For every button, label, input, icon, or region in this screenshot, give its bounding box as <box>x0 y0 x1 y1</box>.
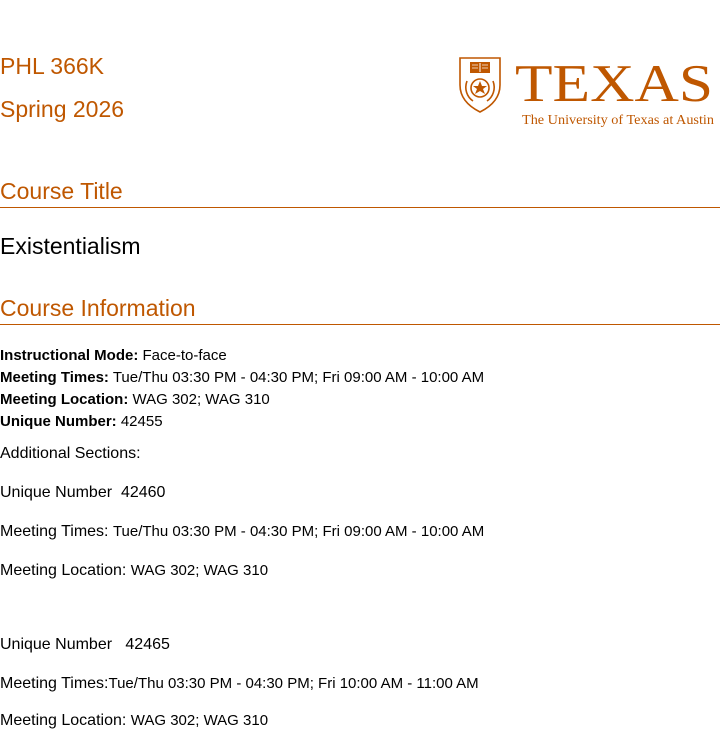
section-location-label: Meeting Location: <box>0 562 127 579</box>
instructional-mode-value: Face-to-face <box>142 347 227 364</box>
section-unique-label: Unique Number <box>0 484 113 501</box>
meeting-times-value: Tue/Thu 03:30 PM - 04:30 PM; Fri 09:00 AM - 10:00 AM <box>112 369 485 386</box>
section-location-row <box>0 561 268 581</box>
unique-number-row <box>0 413 163 431</box>
instructional-mode-label: Instructional Mode: <box>0 347 139 364</box>
section-unique-row <box>0 483 165 503</box>
course-title: Existentialism <box>0 233 141 259</box>
section-unique-label: Unique Number <box>0 636 113 653</box>
section-location-value: WAG 302; WAG 310 <box>130 712 269 729</box>
course-title-heading: Course Title <box>0 177 720 208</box>
section-location-value: WAG 302; WAG 310 <box>130 562 269 579</box>
section-times-label: Meeting Times: <box>0 523 109 540</box>
logo-wordmark: TEXAS <box>515 55 713 113</box>
section-unique-value: 42460 <box>120 484 166 501</box>
section-unique-row <box>0 635 170 655</box>
additional-sections-label: Additional Sections: <box>0 445 141 462</box>
section-times-label: Meeting Times: <box>0 675 109 692</box>
section-location-row <box>0 711 268 731</box>
section-location-label: Meeting Location: <box>0 712 127 729</box>
unique-number-value: 42455 <box>120 413 163 430</box>
section-times-row <box>0 522 484 542</box>
course-information-heading: Course Information <box>0 294 720 325</box>
semester: Spring 2026 <box>0 96 125 122</box>
section-times-row <box>0 674 479 694</box>
logo-subtitle: The University of Texas at Austin <box>522 112 715 127</box>
course-code: PHL 366K <box>0 53 104 79</box>
unique-number-label: Unique Number: <box>0 413 117 430</box>
section-times-value: Tue/Thu 03:30 PM - 04:30 PM; Fri 09:00 AM - 10:00 AM <box>112 523 485 540</box>
section-times-value: Tue/Thu 03:30 PM - 04:30 PM; Fri 10:00 AM - 11:00 AM <box>108 675 479 692</box>
meeting-times-label: Meeting Times: <box>0 369 109 386</box>
ut-seal-icon <box>460 58 500 112</box>
meeting-times-row <box>0 369 484 387</box>
meeting-location-value: WAG 302; WAG 310 <box>132 391 270 408</box>
meeting-location-label: Meeting Location: <box>0 391 129 408</box>
ut-austin-logo <box>458 55 716 129</box>
meeting-location-row <box>0 391 270 409</box>
section-unique-value: 42465 <box>125 636 170 653</box>
instructional-mode-row <box>0 347 227 365</box>
